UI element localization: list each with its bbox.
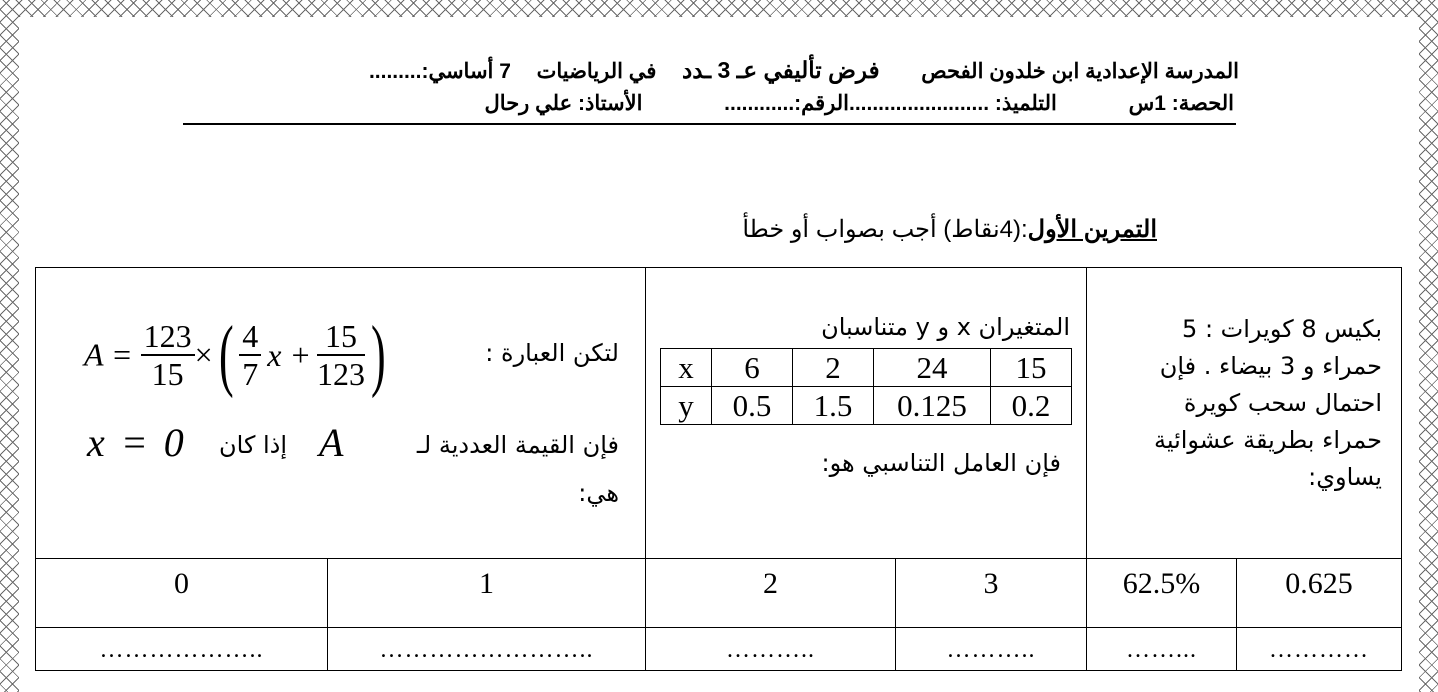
session-value: 1س	[1128, 92, 1166, 115]
option-3: 3	[983, 567, 999, 600]
q1-text	[1092, 311, 1382, 496]
level: 7 أساسي:.........	[368, 60, 511, 83]
q1-line-5: يساوي:	[1308, 463, 1382, 491]
exercise-heading: التمرين الأول	[1027, 216, 1157, 243]
table-cell: 2	[793, 349, 874, 387]
q1-line-3: احتمال سحب كويرة	[1183, 389, 1382, 417]
fraction-3-den: 123	[317, 356, 366, 392]
fraction-3-num: 15	[317, 318, 365, 356]
table-border-right	[1401, 267, 1402, 671]
condition: x = 0	[87, 420, 184, 465]
answer-field-4[interactable]: ………..	[946, 637, 1036, 663]
teacher-name: الأستاذ: علي رحال	[484, 92, 643, 115]
option-0: 0	[174, 567, 189, 600]
q3-line2b: إذا كان	[219, 431, 288, 459]
header-line-2	[485, 91, 1234, 117]
table-border-row	[35, 627, 1402, 628]
option-2: 2	[763, 567, 778, 600]
q2-intro: المتغيران x و y متناسبان	[821, 313, 1070, 341]
q3-expression	[84, 311, 392, 399]
table-cell: 24	[874, 349, 991, 387]
answer-field-2[interactable]: ……………………..	[379, 637, 594, 663]
option-1: 1	[479, 567, 494, 600]
fraction-3	[317, 318, 365, 392]
fraction-1-den: 15	[151, 356, 184, 392]
fraction-1-num: 123	[141, 318, 195, 356]
right-paren: )	[371, 311, 386, 399]
answer-field-3[interactable]: ………..	[726, 637, 815, 663]
table-cell: y	[661, 387, 712, 425]
table-col-divider-1	[645, 267, 646, 671]
left-paren: (	[218, 311, 234, 399]
school-name: المدرسة الإعدادية ابن خلدون الفحص	[921, 60, 1239, 83]
q2-question: فإن العامل التناسبي هو:	[821, 449, 1061, 477]
table-border-mid	[35, 558, 1402, 559]
answer-field-1[interactable]: ………………..	[99, 637, 264, 663]
table-cell: 0.2	[991, 387, 1072, 425]
exercise-instruction: :(4نقاط) أجب بصواب أو خطأ	[742, 216, 1028, 243]
proportion-table	[660, 348, 1072, 425]
table-row	[661, 349, 1072, 387]
q1-line-4: حمراء بطريقة عشوائية	[1153, 426, 1382, 454]
table-col-divider-2	[1086, 267, 1087, 671]
table-cell: 1.5	[793, 387, 874, 425]
fraction-1	[141, 318, 195, 392]
q3-line2: فإن القيمة العددية لـ	[416, 431, 619, 459]
subject: في الرياضيات	[536, 60, 657, 83]
table-cell: 0.125	[874, 387, 991, 425]
answer-field-5[interactable]: ……...	[1126, 637, 1197, 663]
table-row	[661, 387, 1072, 425]
times-sign: ×	[194, 336, 213, 373]
expr-lhs: A =	[84, 336, 133, 373]
expr-var: x +	[267, 336, 312, 373]
var-a: A	[319, 420, 344, 465]
option-0-625: 0.625	[1285, 567, 1353, 600]
header-underline	[183, 123, 1236, 125]
session-label: الحصة:	[1171, 92, 1234, 115]
table-cell: 0.5	[712, 387, 793, 425]
exam-page	[19, 17, 1419, 692]
table-border-bottom	[35, 670, 1402, 671]
fraction-2-num: 4	[239, 318, 261, 356]
header-line-1	[369, 57, 1239, 85]
exercise-title	[742, 215, 1157, 244]
option-62-5-percent: 62.5%	[1122, 567, 1201, 600]
fraction-2	[239, 318, 261, 392]
exam-title: فرض تأليفي عـ 3 ـدد	[682, 57, 880, 83]
table-border-left	[35, 267, 36, 671]
fraction-2-den: 7	[242, 356, 259, 392]
q3-line3: هي:	[578, 479, 619, 507]
q3-intro: لتكن العبارة :	[485, 339, 619, 367]
table-cell: 15	[991, 349, 1072, 387]
answer-field-6[interactable]: …………	[1269, 637, 1369, 663]
q1-line-2: حمراء و 3 بيضاء . فإن	[1159, 352, 1382, 380]
table-cell: x	[661, 349, 712, 387]
table-cell: 6	[712, 349, 793, 387]
student-field: التلميذ: ........................الرقم:............	[724, 92, 1057, 115]
q1-line-1: بكيس 8 كويرات : 5	[1182, 315, 1382, 343]
table-border-top	[35, 267, 1402, 268]
